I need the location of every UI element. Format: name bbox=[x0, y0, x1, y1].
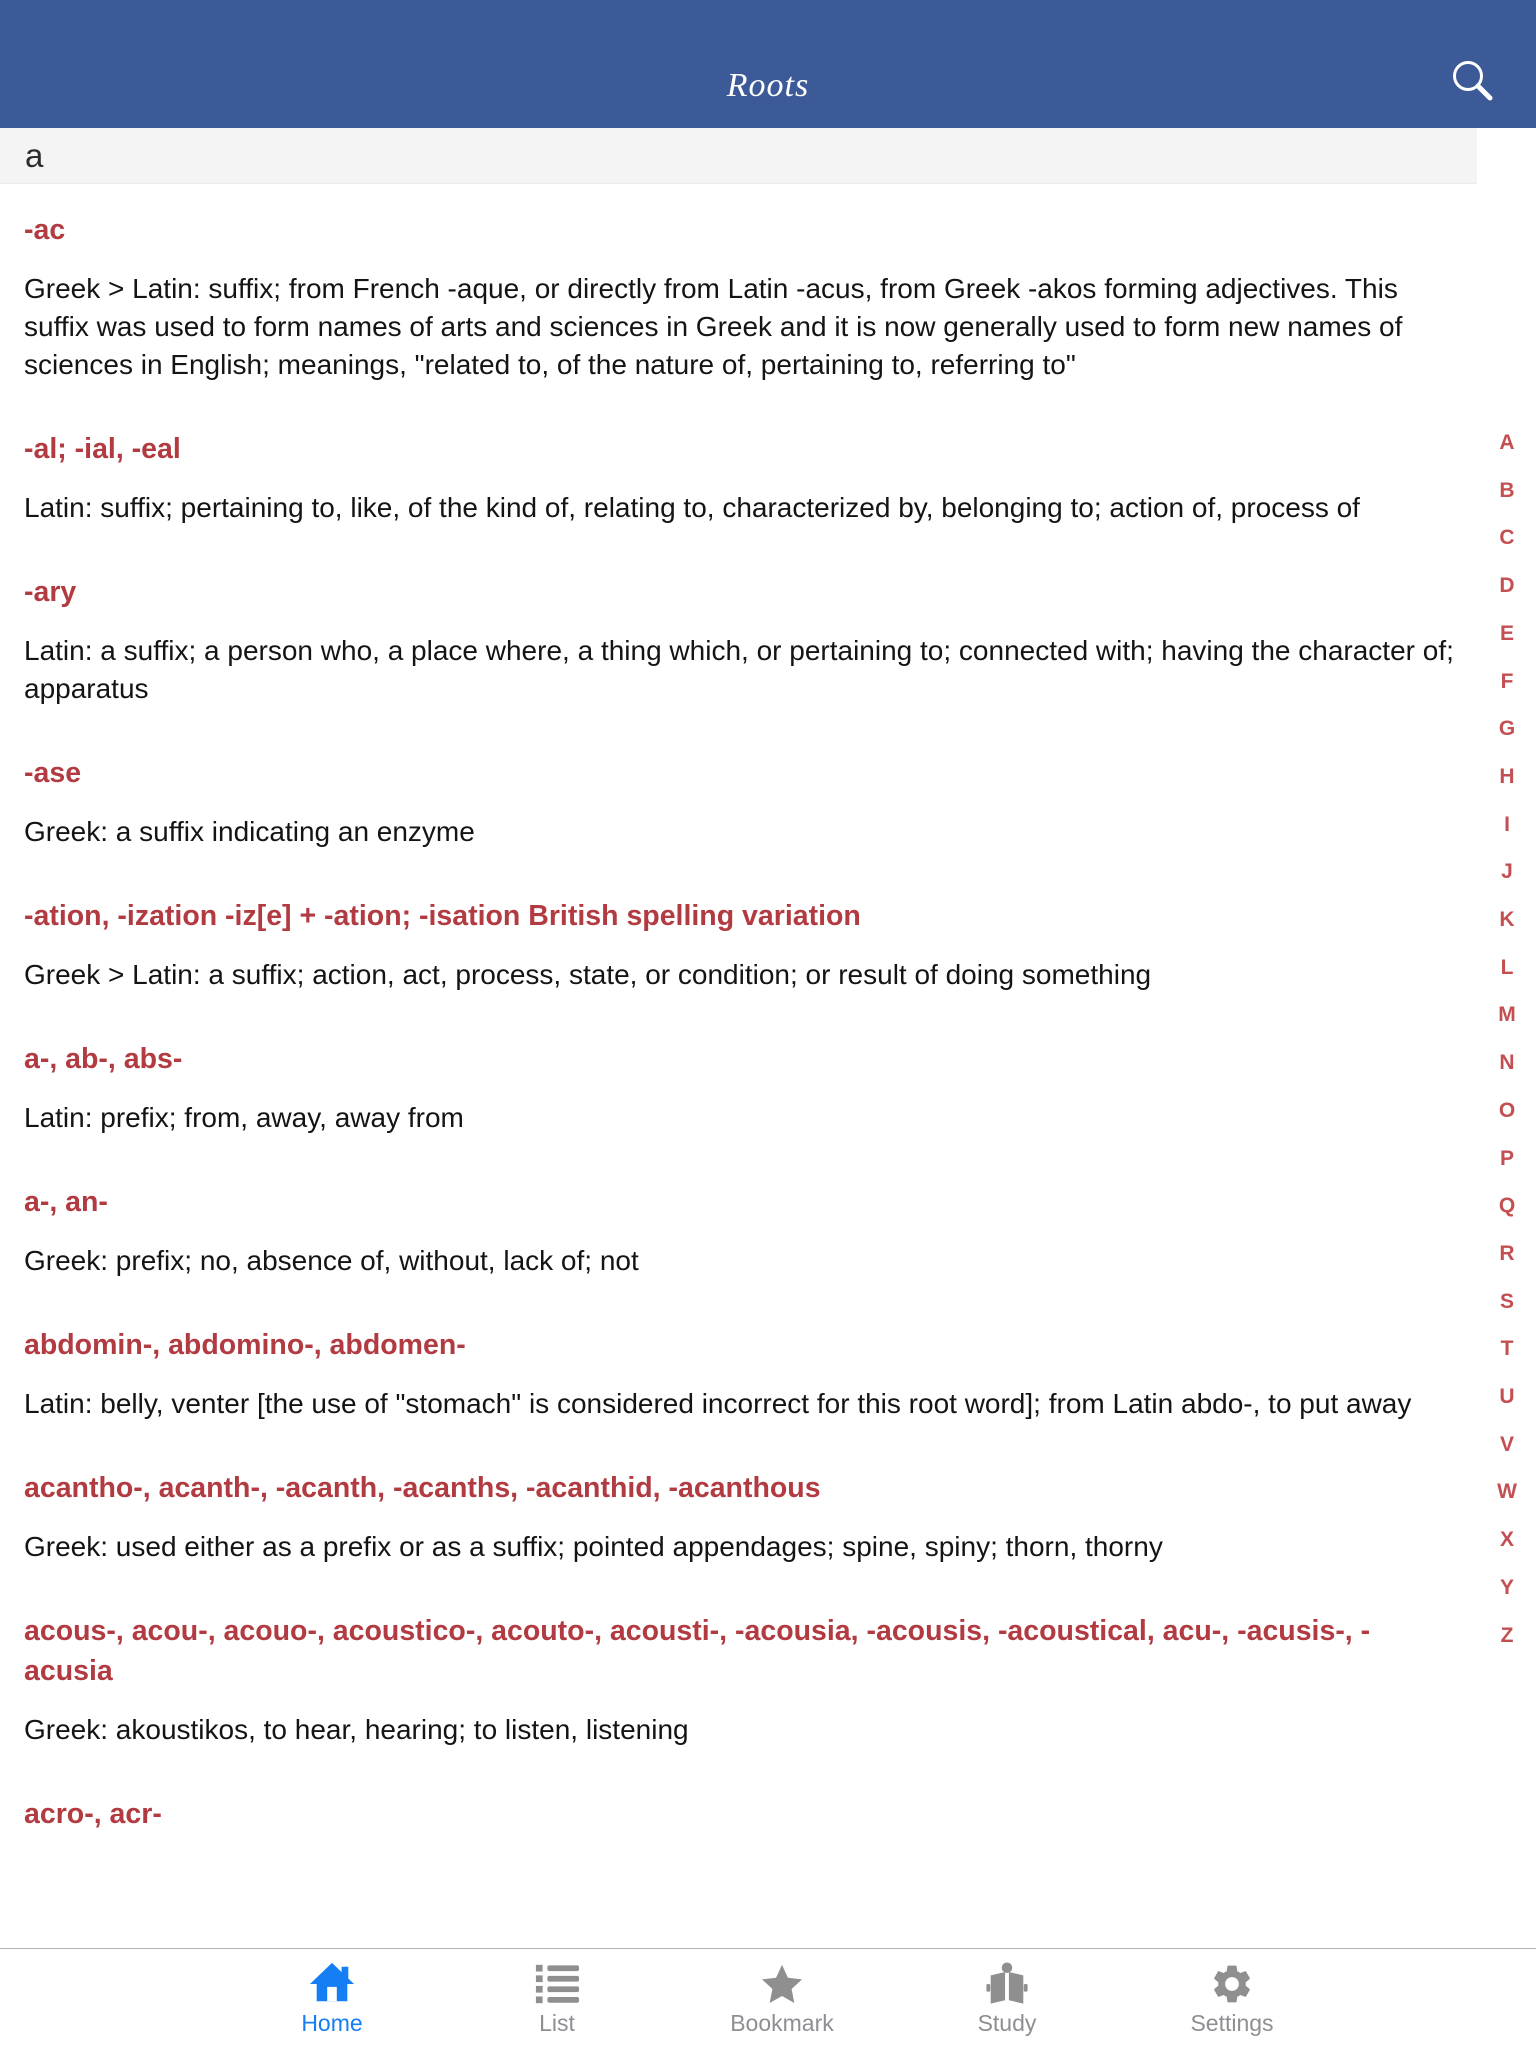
entry-term: acro-, acr- bbox=[24, 1798, 162, 1830]
entry-term: -ary bbox=[24, 576, 77, 608]
alphabet-letter-t[interactable]: T bbox=[1500, 1337, 1514, 1361]
entry-term: a-, ab-, abs- bbox=[24, 1043, 183, 1075]
search-icon bbox=[1448, 56, 1498, 106]
entry-definition: Greek: used either as a prefix or as a suffix; pointed appendages; spine, spiny; thorn, thorny bbox=[24, 1531, 1163, 1562]
tab-settings-label: Settings bbox=[1190, 2010, 1274, 2036]
entry-definition: Latin: belly, venter [the use of "stomach" is considered incorrect for this root word]; from Latin abdo-, to put away bbox=[24, 1388, 1412, 1419]
alphabet-letter-x[interactable]: X bbox=[1499, 1528, 1514, 1552]
alphabet-letter-c[interactable]: C bbox=[1499, 526, 1515, 550]
home-icon bbox=[309, 1961, 355, 2007]
tab-bar bbox=[0, 1948, 1536, 2048]
entry-definition: Greek: prefix; no, absence of, without, lack of; not bbox=[24, 1245, 639, 1276]
alphabet-letter-s[interactable]: S bbox=[1499, 1289, 1514, 1313]
alphabet-letter-r[interactable]: R bbox=[1499, 1241, 1515, 1265]
entry-definition: Latin: prefix; from, away, away from bbox=[24, 1102, 464, 1133]
alphabet-letter-q[interactable]: Q bbox=[1498, 1194, 1516, 1218]
list-icon bbox=[534, 1961, 580, 2007]
tab-list-label: List bbox=[539, 2010, 575, 2036]
alphabet-letter-u[interactable]: U bbox=[1499, 1385, 1515, 1409]
entry-definition: Latin: a suffix; a person who, a place where, a thing which, or pertaining to; connected with; having the character of; apparatus bbox=[24, 635, 1454, 704]
study-icon bbox=[984, 1961, 1030, 2007]
alphabet-letter-e[interactable]: E bbox=[1499, 621, 1514, 645]
alphabet-letter-j[interactable]: J bbox=[1501, 860, 1513, 884]
search-button[interactable] bbox=[1448, 56, 1498, 106]
entry-definition: Greek: a suffix indicating an enzyme bbox=[24, 816, 475, 847]
entries-list bbox=[0, 210, 1536, 1834]
alphabet-letter-z[interactable]: Z bbox=[1500, 1623, 1514, 1647]
star-icon bbox=[759, 1961, 805, 2007]
entry-row[interactable] bbox=[24, 1182, 1454, 1280]
tab-bookmark[interactable] bbox=[670, 1949, 895, 2048]
alphabet-letter-d[interactable]: D bbox=[1499, 574, 1515, 598]
entry-term: -ation, -ization -iz[e] + -ation; -isation British spelling variation bbox=[24, 900, 861, 932]
section-header-bar bbox=[0, 128, 1477, 184]
entry-row[interactable] bbox=[24, 1468, 1454, 1566]
entry-term: acous-, acou-, acouo-, acoustico-, acouto-, acousti-, -acousia, -acousis, -acoustical, acu-, -acusis-, -acusia bbox=[24, 1615, 1371, 1687]
entry-row[interactable] bbox=[24, 429, 1454, 527]
entry-term: -al; -ial, -eal bbox=[24, 433, 181, 465]
entry-row[interactable] bbox=[24, 210, 1454, 384]
alphabet-letter-k[interactable]: K bbox=[1499, 908, 1515, 932]
entry-term: abdomin-, abdomino-, abdomen- bbox=[24, 1329, 466, 1361]
gear-icon bbox=[1209, 1961, 1255, 2007]
alphabet-letter-i[interactable]: I bbox=[1504, 812, 1510, 836]
entry-definition: Greek > Latin: suffix; from French -aque, or directly from Latin -acus, from Greek -akos forming adjectives. This suffix was used to form names of arts and sciences in Greek and it is now generally used to form new names of sciences in English; meanings, "related to, of the nature of, pertaining to, referring to" bbox=[24, 273, 1403, 380]
alphabet-letter-l[interactable]: L bbox=[1500, 955, 1514, 979]
alphabet-letter-h[interactable]: H bbox=[1499, 764, 1515, 788]
alphabet-letter-b[interactable]: B bbox=[1499, 478, 1515, 502]
alphabet-letter-v[interactable]: V bbox=[1499, 1432, 1514, 1456]
alphabet-letter-m[interactable]: M bbox=[1498, 1003, 1516, 1027]
entry-term: a-, an- bbox=[24, 1186, 108, 1218]
alphabet-letter-p[interactable]: P bbox=[1499, 1146, 1514, 1170]
alphabet-letter-n[interactable]: N bbox=[1499, 1051, 1515, 1075]
entry-definition: Greek > Latin: a suffix; action, act, process, state, or condition; or result of doing something bbox=[24, 959, 1152, 990]
alphabet-index bbox=[1478, 419, 1536, 1659]
alphabet-letter-a[interactable]: A bbox=[1499, 431, 1515, 454]
alphabet-letter-g[interactable]: G bbox=[1498, 717, 1516, 741]
entry-row[interactable] bbox=[24, 1611, 1454, 1749]
alphabet-letter-w[interactable]: W bbox=[1497, 1480, 1517, 1504]
entry-term: -ase bbox=[24, 757, 82, 789]
tab-home[interactable] bbox=[220, 1949, 445, 2048]
tab-bookmark-label: Bookmark bbox=[730, 2010, 834, 2036]
entry-row[interactable] bbox=[24, 896, 1454, 994]
tab-settings[interactable] bbox=[1120, 1949, 1345, 2048]
tab-study[interactable] bbox=[895, 1949, 1120, 2048]
entry-row[interactable] bbox=[24, 753, 1454, 851]
section-letter: a bbox=[25, 136, 44, 174]
tab-list[interactable] bbox=[445, 1949, 670, 2048]
entry-row[interactable] bbox=[24, 572, 1454, 708]
alphabet-letter-o[interactable]: O bbox=[1498, 1098, 1516, 1122]
entry-row[interactable] bbox=[24, 1039, 1454, 1137]
app-header bbox=[0, 0, 1536, 128]
entry-row[interactable] bbox=[24, 1325, 1454, 1423]
entry-row[interactable] bbox=[24, 1794, 1454, 1834]
entry-term: -ac bbox=[24, 214, 66, 246]
tab-study-label: Study bbox=[977, 2010, 1037, 2036]
alphabet-letter-y[interactable]: Y bbox=[1499, 1575, 1514, 1599]
tab-home-label: Home bbox=[301, 2010, 363, 2036]
page-title: Roots bbox=[726, 67, 810, 104]
entry-term: acantho-, acanth-, -acanth, -acanths, -acanthid, -acanthous bbox=[24, 1472, 821, 1504]
alphabet-letter-f[interactable]: F bbox=[1500, 669, 1514, 693]
entry-definition: Latin: suffix; pertaining to, like, of the kind of, relating to, characterized by, belonging to; action of, process of bbox=[24, 492, 1360, 523]
entry-definition: Greek: akoustikos, to hear, hearing; to listen, listening bbox=[24, 1714, 689, 1745]
